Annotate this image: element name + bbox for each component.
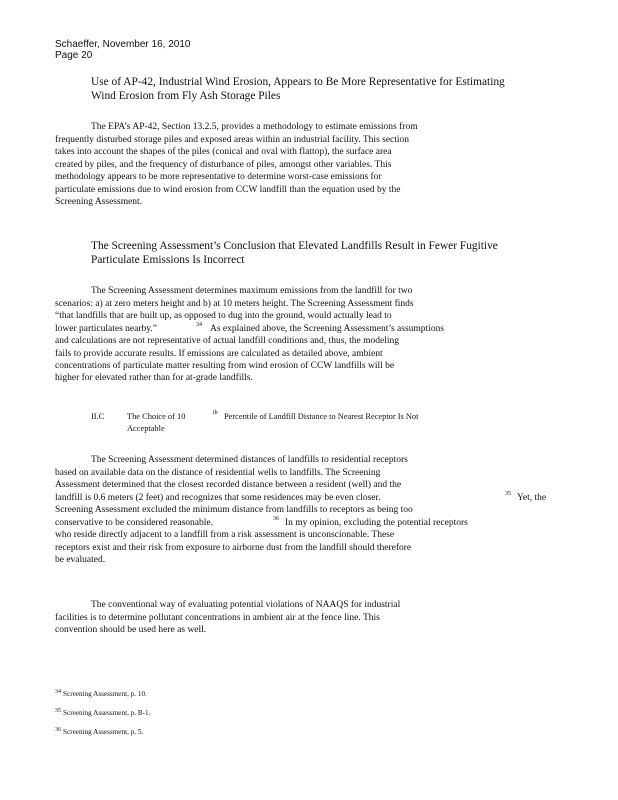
section3-para2-line: convention should be used here as well. — [55, 625, 207, 635]
footnote-ref-34: 34 — [196, 322, 202, 328]
footnote-number: 35 — [55, 708, 61, 714]
section2-para-line: higher for elevated rather than for at-grade landfills. — [55, 373, 253, 383]
section3-para1-line: In my opinion, excluding the potential receptors — [285, 518, 468, 528]
header-page-number: Page 20 — [55, 50, 93, 61]
section1-para-line: Screening Assessment. — [55, 197, 143, 207]
section3-para1-line: Assessment determined that the closest recorded distance between a resident (well) and the — [55, 480, 402, 490]
section2-heading-line2: Particulate Emissions Is Incorrect — [91, 254, 245, 266]
section2-para-line: fails to provide accurate results. If emissions are calculated as detailed above, ambient — [55, 349, 383, 359]
section3-para1-line: be evaluated. — [55, 555, 106, 565]
footnote-text: Screening Assessment, p. B-1. — [63, 709, 151, 717]
section1-para-line: created by piles, and the frequency of disturbance of piles, amongst other variables. This — [55, 160, 392, 170]
section3-para2-line: The conventional way of evaluating potential violations of NAAQS for industrial — [91, 600, 401, 610]
section1-para-line: takes into account the shapes of the piles (conical and oval with flattop), the surface area — [55, 147, 392, 157]
footnote-ref-36: 36 — [273, 516, 279, 522]
section1-para-line: The EPA’s AP-42, Section 13.2.5, provides a methodology to estimate emissions from — [91, 122, 418, 132]
section2-para-line: “that landfills that are built up, as opposed to dug into the ground, would actually lead to — [55, 311, 392, 321]
section3-para1-line: based on available data on the distance of residential wells to landfills. The Screening — [55, 468, 381, 478]
footnote-text: Screening Assessment, p. 10. — [63, 690, 147, 698]
section2-para-line: scenarios: a) at zero meters height and b) at 10 meters height. The Screening Assessment finds — [55, 299, 414, 309]
footnote-ref-35: 35 — [505, 491, 511, 497]
section3-para1-line: who reside directly adjacent to a landfill from a risk assessment is unconscionable. These — [55, 530, 395, 540]
section3-para1-line: receptors exist and their risk from exposure to airborne dust from the landfill should therefore — [55, 543, 412, 553]
section2-heading-line1: The Screening Assessment’s Conclusion that Elevated Landfills Result in Fewer Fugitive — [91, 240, 498, 252]
section3-para1-line: conservative to be considered reasonable. — [55, 518, 214, 528]
section2-para-line: lower particulates nearby.” — [55, 324, 157, 334]
section3-yet-the: Yet, the — [517, 493, 547, 503]
footnote-number: 34 — [55, 689, 61, 695]
section2-para-line: As explained above, the Screening Assessment’s assumptions — [210, 324, 445, 334]
section1-heading-line2: Wind Erosion from Fly Ash Storage Piles — [91, 90, 281, 102]
section2-para-line: and calculations are not representative of actual landfill conditions and, thus, the modeling — [55, 336, 400, 346]
section3-para2-line: facilities is to determine pollutant concentrations in ambient air at the fence line. This — [55, 613, 380, 623]
section3-title-rest: Percentile of Landfill Distance to Nearest Receptor Is Not — [224, 412, 419, 421]
header-author-date: Schaeffer, November 16, 2010 — [55, 39, 191, 50]
section3-para1-line: The Screening Assessment determined distances of landfills to residential receptors — [91, 455, 408, 465]
section1-para-line: methodology appears to be more representative to determine worst-case emissions for — [55, 172, 382, 182]
section3-title-line1: The Choice of 10 — [127, 412, 186, 421]
section1-heading-line1: Use of AP-42, Industrial Wind Erosion, Appears to Be More Representative for Estimating — [91, 76, 505, 88]
footnote-text: Screening Assessment, p. 5. — [63, 728, 144, 736]
section1-para-line: particulate emissions due to wind erosion from CCW landfill than the equation used by the — [55, 185, 401, 195]
section2-para-line: concentrations of particulate matter resulting from wind erosion of CCW landfills will be — [55, 361, 395, 371]
section3-title-sup: th — [213, 410, 218, 416]
section2-para-line: The Screening Assessment determines maximum emissions from the landfill for two — [91, 286, 413, 296]
section3-para1-line: Screening Assessment excluded the minimum distance from landfills to receptors as being too — [55, 505, 413, 515]
section3-title-line2: Acceptable — [127, 424, 165, 433]
section1-para-line: frequently disturbed storage piles and exposed areas within an industrial facility. This section — [55, 135, 410, 145]
footnote-number: 36 — [55, 727, 61, 733]
section3-para1-line: landfill is 0.6 meters (2 feet) and recognizes that some residences may be even closer. — [55, 493, 381, 503]
section3-number: II.C — [91, 412, 105, 421]
